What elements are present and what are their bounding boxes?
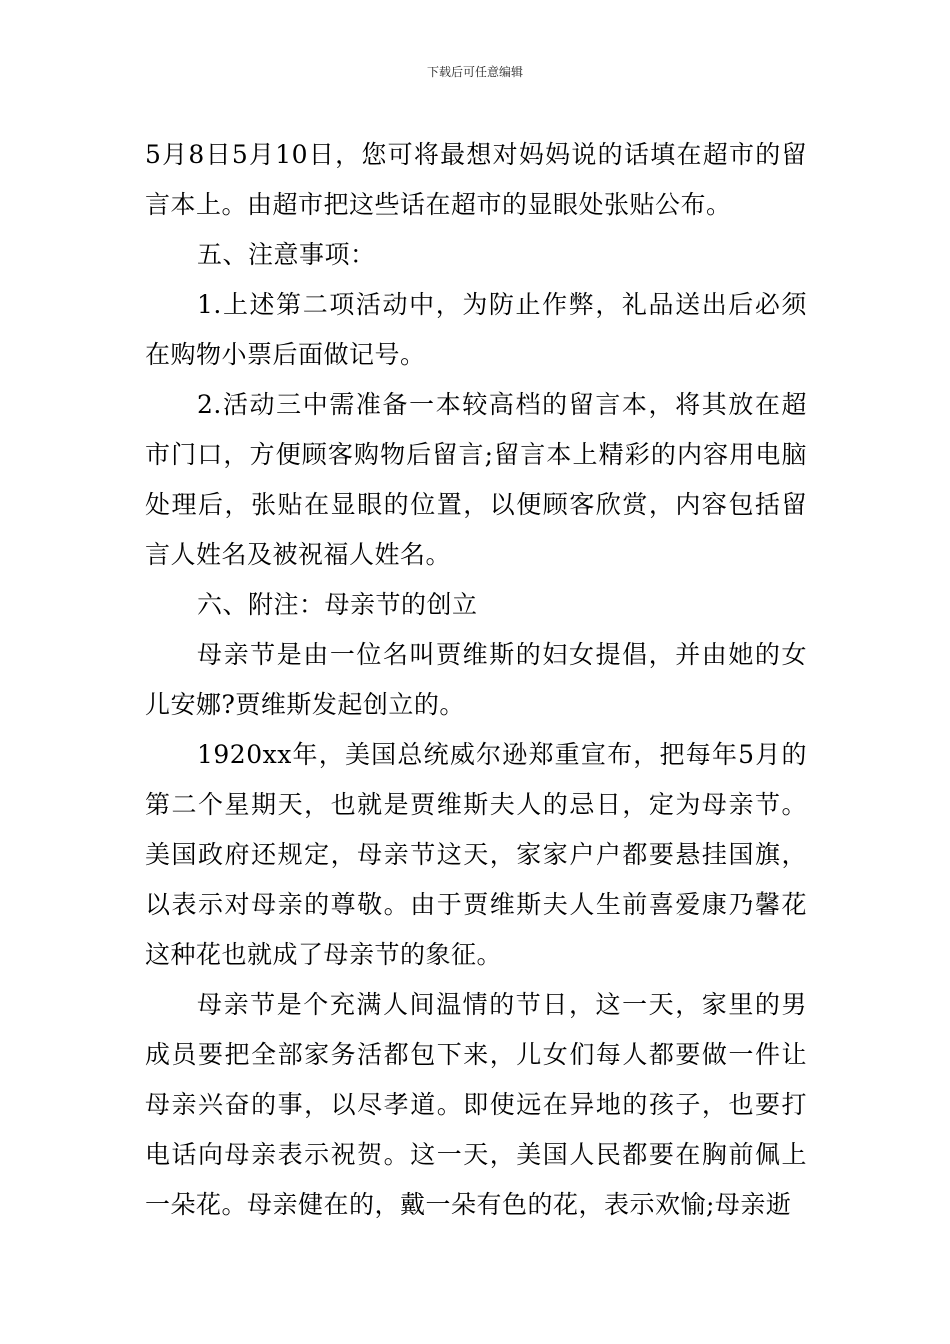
- paragraph-message-book: 5月8日5月10日，您可将最想对妈妈说的话填在超市的留言本上。由超市把这些话在超市的显眼处张贴公布。: [145, 140, 807, 219]
- document-body: [145, 130, 807, 1230]
- paragraph-note-2: 2.活动三中需准备一本较高档的留言本，将其放在超市门口，方便顾客购物后留言;留言本上精彩的内容用电脑处理后，张贴在显眼的位置，以便顾客欣赏，内容包括留言人姓名及被祝福人姓名。: [145, 390, 807, 569]
- paragraph-note-1: 1.上述第二项活动中，为防止作弊，礼品送出后必须在购物小票后面做记号。: [145, 290, 807, 369]
- section-heading-notes: 五、注意事项：: [197, 240, 376, 269]
- section-heading-appendix: 六、附注：母亲节的创立: [197, 590, 478, 619]
- paragraph-origin: 母亲节是由一位名叫贾维斯的妇女提倡，并由她的女儿安娜?贾维斯发起创立的。: [145, 640, 807, 719]
- paragraph-history: 1920xx年，美国总统威尔逊郑重宣布，把每年5月的第二个星期天，也就是贾维斯夫人的忌日，定为母亲节。美国政府还规定，母亲节这天，家家户户都要悬挂国旗，以表示对母亲的尊敬。由于贾维斯夫人生前喜爱康乃馨花这种花也就成了母亲节的象征。: [145, 740, 807, 969]
- page-header-note: 下载后可任意编辑: [426, 65, 523, 79]
- paragraph-customs: 母亲节是个充满人间温情的节日，这一天，家里的男成员要把全部家务活都包下来，儿女们每人都要做一件让母亲兴奋的事，以尽孝道。即使远在异地的孩子，也要打电话向母亲表示祝贺。这一天，美国人民都要在胸前佩上一朵花。母亲健在的，戴一朵有色的花，表示欢愉;母亲逝: [145, 990, 807, 1219]
